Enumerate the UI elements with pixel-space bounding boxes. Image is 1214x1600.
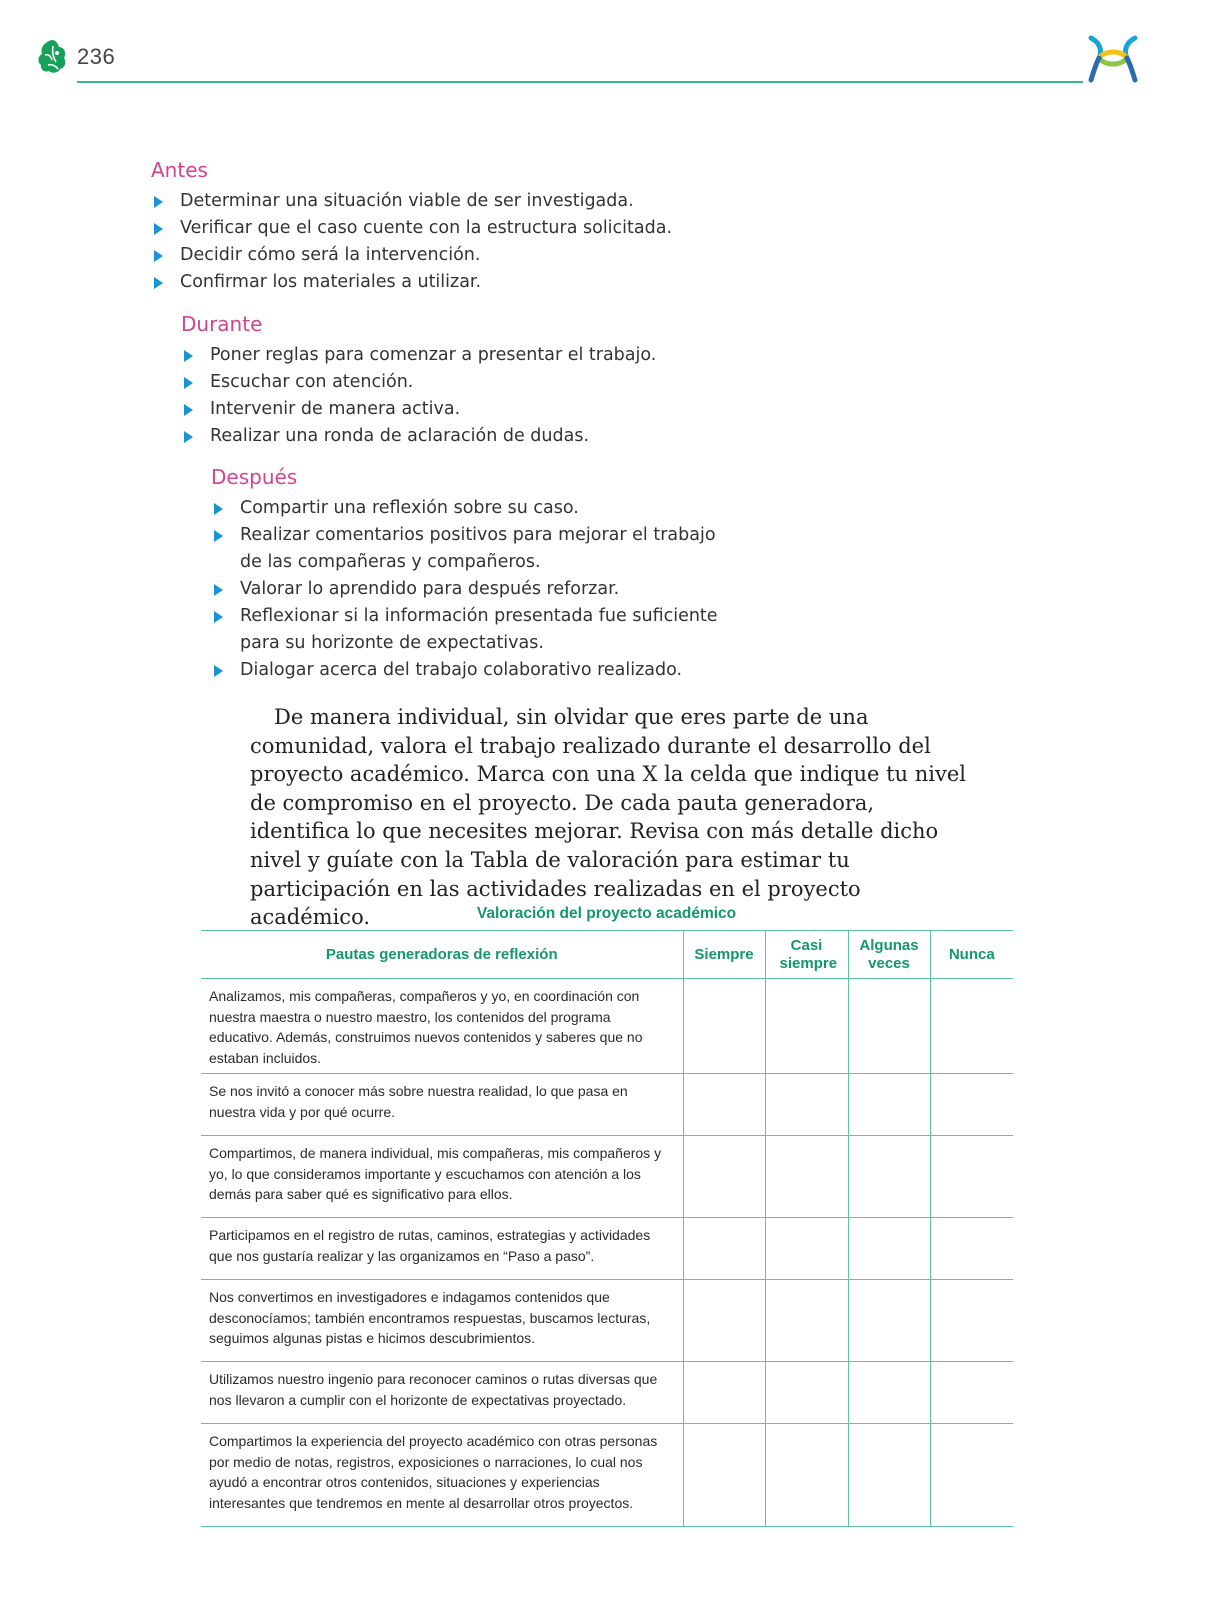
list-item: Dialogar acerca del trabajo colaborativo realizado.: [211, 657, 731, 684]
triangle-bullet-icon: [154, 196, 163, 208]
table-row: [201, 1074, 1013, 1136]
cell-algunas-veces[interactable]: [848, 1218, 930, 1280]
table-row: [201, 1424, 1013, 1527]
cell-siempre[interactable]: [683, 1074, 765, 1136]
triangle-bullet-icon: [184, 377, 193, 389]
cell-nunca[interactable]: [930, 1136, 1013, 1218]
knot-emblem-icon: [1085, 32, 1141, 86]
triangle-bullet-icon: [214, 584, 223, 596]
list-antes: [151, 188, 851, 296]
list-item: Decidir cómo será la intervención.: [151, 242, 851, 269]
list-item: Determinar una situación viable de ser investigada.: [151, 188, 851, 215]
cell-nunca[interactable]: [930, 1424, 1013, 1527]
section-antes: [151, 158, 851, 296]
list-item: Verificar que el caso cuente con la estructura solicitada.: [151, 215, 851, 242]
list-item: Poner reglas para comenzar a presentar el trabajo.: [181, 342, 881, 369]
cell-nunca[interactable]: [930, 1362, 1013, 1424]
cell-siempre[interactable]: [683, 1362, 765, 1424]
cell-nunca[interactable]: [930, 1280, 1013, 1362]
triangle-bullet-icon: [154, 223, 163, 235]
list-item: Compartir una reflexión sobre su caso.: [211, 495, 731, 522]
cell-casi-siempre[interactable]: [765, 1280, 848, 1362]
triangle-bullet-icon: [184, 350, 193, 362]
triangle-bullet-icon: [214, 665, 223, 677]
header-siempre: Siempre: [683, 931, 765, 979]
cell-nunca[interactable]: [930, 1218, 1013, 1280]
triangle-bullet-icon: [214, 530, 223, 542]
triangle-bullet-icon: [154, 250, 163, 262]
valoracion-table: [201, 930, 1013, 1527]
table-row: [201, 1280, 1013, 1362]
table-row: [201, 979, 1013, 1074]
pauta-cell: Nos convertimos en investigadores e indagamos contenidos que desconocíamos; también encontramos respuestas, buscamos lecturas, seguimos algunas pistas e hicimos descubrimientos.: [201, 1280, 683, 1362]
cell-casi-siempre[interactable]: [765, 1136, 848, 1218]
pauta-cell: Participamos en el registro de rutas, caminos, estrategias y actividades que nos gustaría realizar y las organizamos en “Paso a paso”.: [201, 1218, 683, 1280]
list-item: Reflexionar si la información presentada fue suficiente para su horizonte de expectativas.: [211, 603, 731, 657]
list-item: Valorar lo aprendido para después reforzar.: [211, 576, 731, 603]
page-number: 236: [77, 44, 116, 69]
leaf-figure-icon: [36, 38, 68, 74]
header-algunas-veces: Algunas veces: [848, 931, 930, 979]
cell-casi-siempre[interactable]: [765, 1424, 848, 1527]
cell-algunas-veces[interactable]: [848, 1424, 930, 1527]
triangle-bullet-icon: [214, 503, 223, 515]
section-title-durante: Durante: [181, 312, 263, 336]
list-item: Realizar comentarios positivos para mejorar el trabajo de las compañeras y compañeros.: [211, 522, 731, 576]
header-casi-siempre: Casi siempre: [765, 931, 848, 979]
table-row: [201, 1362, 1013, 1424]
list-durante: [181, 342, 881, 450]
cell-nunca[interactable]: [930, 979, 1013, 1074]
cell-casi-siempre[interactable]: [765, 1362, 848, 1424]
cell-algunas-veces[interactable]: [848, 979, 930, 1074]
list-item: Realizar una ronda de aclaración de dudas.: [181, 423, 881, 450]
list-item: Confirmar los materiales a utilizar.: [151, 269, 851, 296]
cell-siempre[interactable]: [683, 979, 765, 1074]
cell-casi-siempre[interactable]: [765, 979, 848, 1074]
cell-algunas-veces[interactable]: [848, 1074, 930, 1136]
triangle-bullet-icon: [154, 277, 163, 289]
cell-algunas-veces[interactable]: [848, 1280, 930, 1362]
section-title-despues: Después: [211, 465, 298, 489]
list-despues: [211, 495, 731, 684]
pauta-cell: Compartimos la experiencia del proyecto académico con otras personas por medio de notas, registros, exposiciones o narraciones, lo cual nos ayudó a encontrar otros contenidos, situaciones y experiencias interesantes que tendremos en mente al desarrollar otros proyectos.: [201, 1424, 683, 1527]
section-despues: [211, 465, 731, 684]
cell-algunas-veces[interactable]: [848, 1136, 930, 1218]
header-nunca: Nunca: [930, 931, 1013, 979]
cell-siempre[interactable]: [683, 1280, 765, 1362]
pauta-cell: Utilizamos nuestro ingenio para reconocer caminos o rutas diversas que nos llevaron a cumplir con el horizonte de expectativas proyectado.: [201, 1362, 683, 1424]
cell-casi-siempre[interactable]: [765, 1074, 848, 1136]
header-rule: [77, 81, 1083, 83]
cell-siempre[interactable]: [683, 1218, 765, 1280]
list-item: Escuchar con atención.: [181, 369, 881, 396]
pauta-cell: Compartimos, de manera individual, mis compañeras, mis compañeros y yo, lo que consideramos importante y escuchamos con atención a los demás para saber qué es significativo para ellos.: [201, 1136, 683, 1218]
triangle-bullet-icon: [184, 404, 193, 416]
pauta-cell: Se nos invitó a conocer más sobre nuestra realidad, lo que pasa en nuestra vida y por qué ocurre.: [201, 1074, 683, 1136]
instructions-paragraph: De manera individual, sin olvidar que eres parte de una comunidad, valora el trabajo realizado durante el desarrollo del proyecto académico. Marca con una X la celda que indique tu nivel de compromiso en el proyecto. De cada pauta generadora, identifica lo que necesites mejorar. Revisa con más detalle dicho nivel y guíate con la Tabla de valoración para estimar tu participación en las actividades realizadas en el proyecto académico.: [250, 705, 966, 930]
list-item: Intervenir de manera activa.: [181, 396, 881, 423]
table-row: [201, 1218, 1013, 1280]
section-durante: [181, 312, 881, 450]
cell-algunas-veces[interactable]: [848, 1362, 930, 1424]
cell-casi-siempre[interactable]: [765, 1218, 848, 1280]
cell-siempre[interactable]: [683, 1424, 765, 1527]
table-header-row: [201, 931, 1013, 979]
cell-siempre[interactable]: [683, 1136, 765, 1218]
triangle-bullet-icon: [184, 431, 193, 443]
table-row: [201, 1136, 1013, 1218]
header-pautas: Pautas generadoras de reflexión: [201, 931, 683, 979]
cell-nunca[interactable]: [930, 1074, 1013, 1136]
section-title-antes: Antes: [151, 158, 208, 182]
pauta-cell: Analizamos, mis compañeras, compañeros y yo, en coordinación con nuestra maestra o nuestro maestro, los contenidos del programa educativo. Además, construimos nuevos contenidos y saberes que no estaban incluidos.: [201, 979, 683, 1074]
triangle-bullet-icon: [214, 611, 223, 623]
table-title: Valoración del proyecto académico: [476, 905, 737, 922]
